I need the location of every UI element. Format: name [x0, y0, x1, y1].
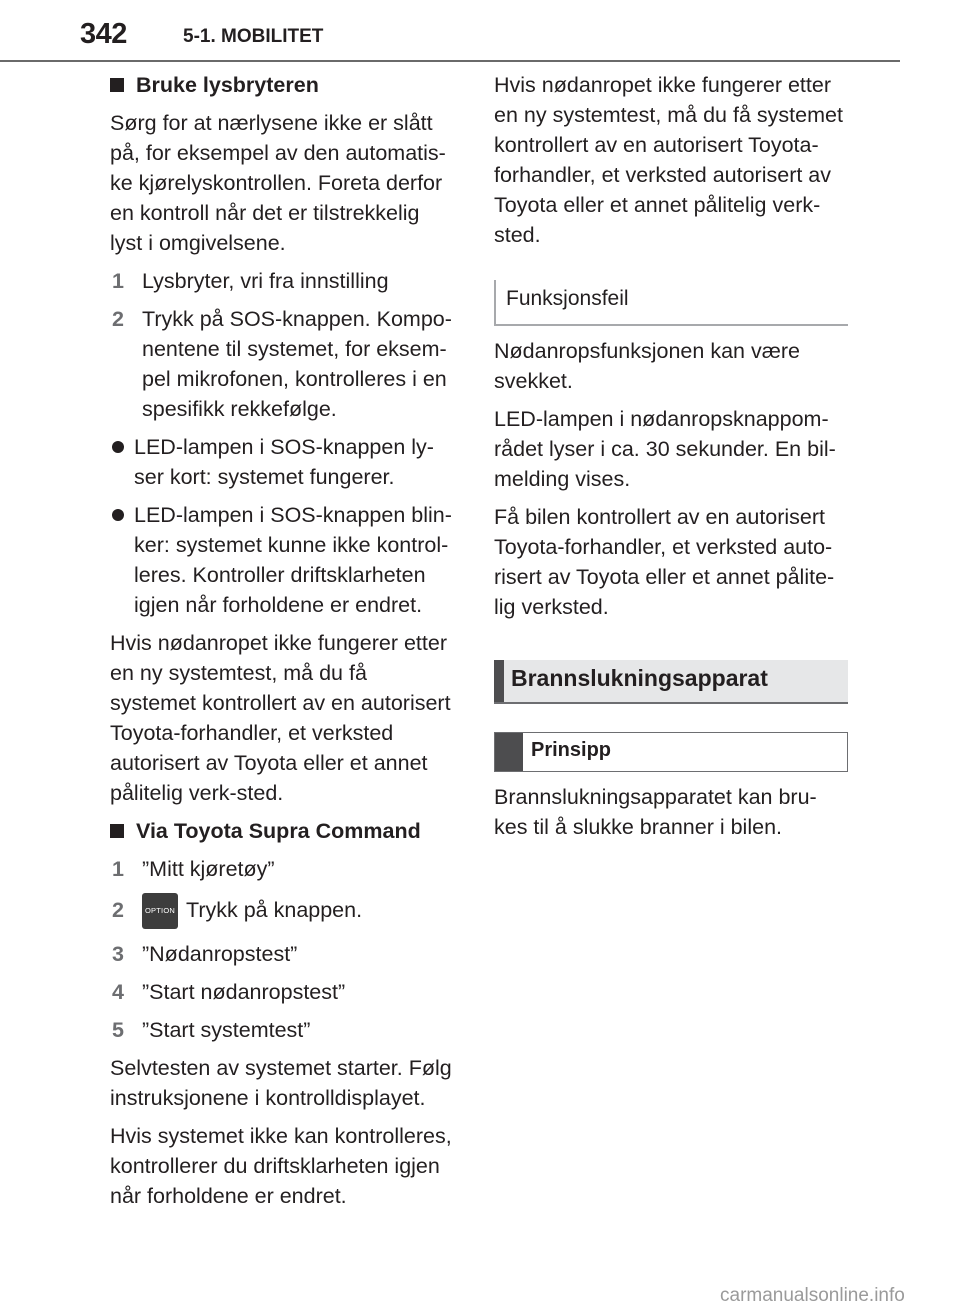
- section-heading-fire-extinguisher: Brannslukningsapparat: [494, 660, 848, 704]
- paragraph: Hvis nødanropet ikke fungerer etter en ny systemtest, må du få systemet kontrollert av en autorisert Toyota-forhandler, et verksted autorisert av Toyota eller et annet pålitelig verk-sted.: [494, 73, 843, 247]
- paragraph: Brannslukningsapparatet kan bru-kes til å slukke branner i bilen.: [494, 785, 817, 839]
- square-bullet-icon: [110, 824, 124, 838]
- right-column: [494, 70, 848, 850]
- step-item: 2 Trykk på SOS-knappen. Kompo-nentene til systemet, for eksem-pel mikrofonen, kontrolleres i en spesifikk rekkefølge.: [110, 304, 456, 424]
- paragraph: Hvis systemet ikke kan kontrolleres, kontrollerer du driftsklarheten igjen når forholdene er endret.: [110, 1124, 452, 1209]
- step-item: 5 ”Start systemtest”: [110, 1015, 456, 1045]
- left-column: [110, 70, 456, 1219]
- bullet-item: LED-lampen i SOS-knappen ly-ser kort: systemet fungerer.: [110, 432, 456, 492]
- paragraph: Sørg for at nærlysene ikke er slått på, for eksempel av den automatis-ke kjørelyskontrollen. Foreta derfor en kontroll når det er tilstrekkelig lyst i omgivelsene.: [110, 111, 446, 255]
- watermark: carmanualsonline.info: [720, 1285, 905, 1306]
- page-number: 342: [80, 18, 127, 50]
- section-title: 5-1. MOBILITET: [183, 26, 324, 47]
- subheading-light-switch: Bruke lysbryteren: [110, 70, 456, 100]
- square-bullet-icon: [110, 78, 124, 92]
- step-item: 1 Lysbryter, vri fra innstilling: [110, 266, 456, 296]
- step-number: 3: [112, 942, 124, 967]
- page-header: [0, 0, 960, 62]
- header-divider: [0, 60, 900, 62]
- heading-accent-bar: [494, 660, 504, 702]
- step-number: 5: [112, 1018, 124, 1043]
- step-item: 3 ”Nødanropstest”: [110, 939, 456, 969]
- step-number: 2: [112, 898, 124, 922]
- paragraph: Nødanropsfunksjonen kan være svekket.: [494, 339, 800, 393]
- step-number: 1: [112, 857, 124, 881]
- subheading-supra-command: Via Toyota Supra Command: [110, 816, 456, 846]
- subheading-principle: Prinsipp: [494, 732, 848, 772]
- heading-accent-bar: [495, 733, 523, 771]
- paragraph: Selvtesten av systemet starter. Følg instruksjonene i kontrolldisplayet.: [110, 1056, 452, 1111]
- step-item: 2 OPTION Trykk på knappen.: [110, 892, 456, 929]
- paragraph: LED-lampen i nødanropsknappom-rådet lyser i ca. 30 sekunder. En bil-melding vises.: [494, 407, 836, 491]
- paragraph: Hvis nødanropet ikke fungerer etter en ny systemtest, må du få systemet kontrollert av en autorisert Toyota-forhandler, et verksted autorisert av Toyota eller et annet pålitelig verk-sted.: [110, 631, 451, 805]
- round-bullet-icon: [112, 441, 124, 453]
- bullet-item: LED-lampen i SOS-knappen blin-ker: systemet kunne ikke kontrol-leres. Kontroller driftsklarheten igjen når forholdene er endret.: [110, 500, 456, 620]
- step-number: 1: [112, 269, 124, 293]
- step-number: 4: [112, 980, 124, 1005]
- round-bullet-icon: [112, 509, 124, 521]
- malfunction-box-title: Funksjonsfeil: [494, 280, 848, 326]
- step-item: 4 ”Start nødanropstest”: [110, 977, 456, 1007]
- paragraph: Få bilen kontrollert av en autorisert Toyota-forhandler, et verksted auto-risert av Toyota eller et annet pålite-lig verksted.: [494, 505, 835, 619]
- step-number: 2: [112, 307, 124, 331]
- step-item: 1 ”Mitt kjøretøy”: [110, 854, 456, 884]
- option-button-icon: OPTION: [142, 893, 178, 929]
